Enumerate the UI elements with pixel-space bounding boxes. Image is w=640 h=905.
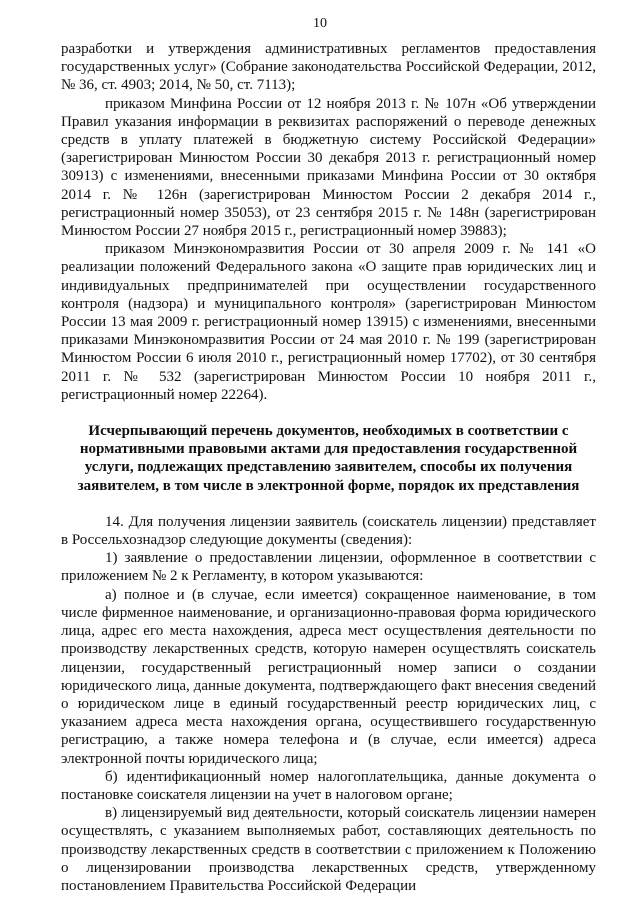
paragraph-subitem-1: 1) заявление о предоставлении лицензии, оформленное в соответствии с приложением № 2 к Регламенту, в котором указываются: [61,550,596,585]
paragraph-item-14: 14. Для получения лицензии заявитель (соискатель лицензии) представляет в Россельхознадзор следующие документы (сведения): [61,513,596,549]
paragraph-mineconom-order: приказом Минэкономразвития России от 30 апреля 2009 г. № 141 «О реализации положений Федерального закона «О защите прав юридических лиц и индивидуальных предпринимателей при осуществлении государственного контроля (надзора) и муниципального контроля» (зарегистрирован Минюстом России 13 мая 2009 г. регистрационный номер 13915) с изменениями, внесенными приказами Минэкономразвития России от 24 мая 2010 г. № 199 (зарегистрирован Минюстом России 6 июля 2010 г., регистрационный номер 17702), от 30 сентября 2011 г. № 532 (зарегистрирован Минюстом России 10 ноября 2011 г., регистрационный номер 22264). [61,241,596,403]
paragraph-subitem-a: а) полное и (в случае, если имеется) сокращенное наименование, в том числе фирменное наименование, и организационно-правовая форма юридического лица, адрес его места нахождения, адреса мест осуществления деятельности по производству лекарственных средств, которую намерен осуществлять соискатель лицензии, государственный регистрационный номер записи о создании юридического лица, данные документа, подтверждающего факт внесения сведений о юридическом лице в единый государственный реестр юридических лиц, с указанием адреса места нахождения органа, осуществившего государственную регистрацию, а также номера телефона и (в случае, если имеется) адреса электронной почты юридического лица; [61,586,596,767]
paragraph-subitem-v: в) лицензируемый вид деятельности, который соискатель лицензии намерен осуществлять, с указанием выполняемых работ, составляющих деятельность по производству лекарственных средств в соответствии с приложением к Положению о лицензировании производства лекарственных средств, утвержденному постановлением Правительства Российской Федерации [61,805,596,894]
section-heading: Исчерпывающий перечень документов, необходимых в соответствии с нормативными правовыми актами для предоставления государственной услуги, подлежащих представлению заявителем, способы их получения заявителем, в том числе в электронной форме, порядок их представления [77,423,580,494]
page-number: 10 [313,16,327,31]
paragraph-minfin-order: приказом Минфина России от 12 ноября 2013 г. № 107н «Об утверждении Правил указания информации в реквизитах распоряжений о переводе денежных средств в уплату платежей в бюджетную систему Российской Федерации» (зарегистрирован Минюстом России 30 декабря 2013 г. регистрационный номер 30913) с изменениями, внесенными приказами Минфина России от 30 октября 2014 г. № 126н (зарегистрирован Минюстом России 2 декабря 2014 г., регистрационный номер 35053), от 23 сентября 2015 г. № 148н (зарегистрирован Минюстом России 27 ноября 2015 г., регистрационный номер 39883); [61,95,596,240]
paragraph-continuation: разработки и утверждения административных регламентов предоставления государственных услуг» (Собрание законодательства Российской Федерации, 2012, № 36, ст. 4903; 2014, № 50, ст. 7113); [61,41,596,94]
paragraph-subitem-b: б) идентификационный номер налогоплательщика, данные документа о постановке соискателя лицензии на учет в налоговом органе; [61,768,596,803]
document-body [61,40,596,895]
